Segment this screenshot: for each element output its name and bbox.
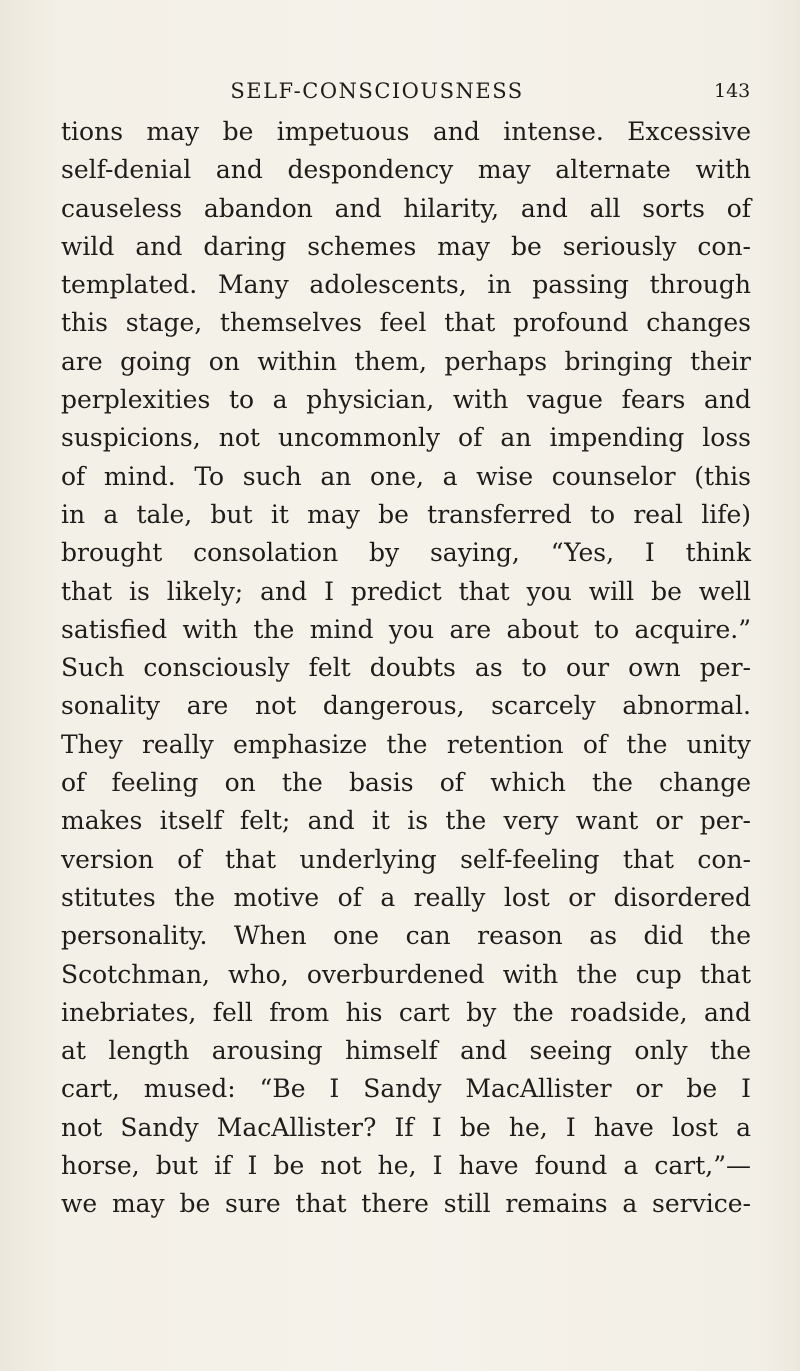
text-line-3: causeless abandon and hilarity, and all sorts of — [61, 193, 751, 223]
text-line-20: version of that underlying self-feeling that con- — [61, 844, 751, 874]
text-line-27: not Sandy MacAllister? If I be he, I have lost a — [61, 1112, 751, 1142]
text-line-18: of feeling on the basis of which the change — [61, 768, 751, 798]
text-line-5: templated. Many adolescents, in passing through — [61, 270, 751, 300]
running-title: SELF-CONSCIOUSNESS — [230, 79, 524, 103]
running-head — [0, 74, 800, 108]
text-line-15: Such consciously felt doubts as to our own per- — [61, 653, 751, 683]
text-line-25: at length arousing himself and seeing only the — [61, 1036, 751, 1066]
text-line-4: wild and daring schemes may be seriously con- — [61, 231, 751, 261]
text-line-22: personality. When one can reason as did the — [61, 921, 751, 951]
text-line-28: horse, but if I be not he, I have found a cart,”— — [61, 1151, 751, 1181]
text-line-17: They really emphasize the retention of the unity — [61, 729, 751, 759]
text-line-6: this stage, themselves feel that profound changes — [61, 308, 751, 338]
text-line-1: tions may be impetuous and intense. Excessive — [61, 117, 751, 146]
text-line-13: that is likely; and I predict that you will be well — [61, 576, 751, 606]
text-line-12: brought consolation by saying, “Yes, I think — [61, 538, 751, 568]
text-line-14: satisfied with the mind you are about to acquire.” — [61, 614, 751, 644]
text-line-10: of mind. To such an one, a wise counselor (this — [61, 461, 751, 491]
text-line-26: cart, mused: “Be I Sandy MacAllister or be I — [61, 1074, 751, 1104]
text-line-21: stitutes the motive of a really lost or disordered — [61, 882, 751, 912]
text-line-19: makes itself felt; and it is the very want or per- — [61, 806, 751, 836]
text-line-29: we may be sure that there still remains a service- — [61, 1189, 751, 1219]
text-line-16: sonality are not dangerous, scarcely abnormal. — [61, 691, 751, 721]
text-line-8: perplexities to a physician, with vague fears and — [61, 385, 751, 415]
text-line-23: Scotchman, who, overburdened with the cup that — [61, 959, 751, 989]
text-line-24: inebriates, fell from his cart by the roadside, and — [61, 997, 751, 1027]
body-text — [61, 113, 751, 1224]
page-number: 143 — [714, 80, 751, 102]
text-line-11: in a tale, but it may be transferred to real life) — [61, 499, 751, 529]
text-line-7: are going on within them, perhaps bringing their — [61, 346, 751, 376]
text-line-9: suspicions, not uncommonly of an impending loss — [61, 423, 751, 453]
text-line-2: self-denial and despondency may alternate with — [61, 155, 751, 185]
